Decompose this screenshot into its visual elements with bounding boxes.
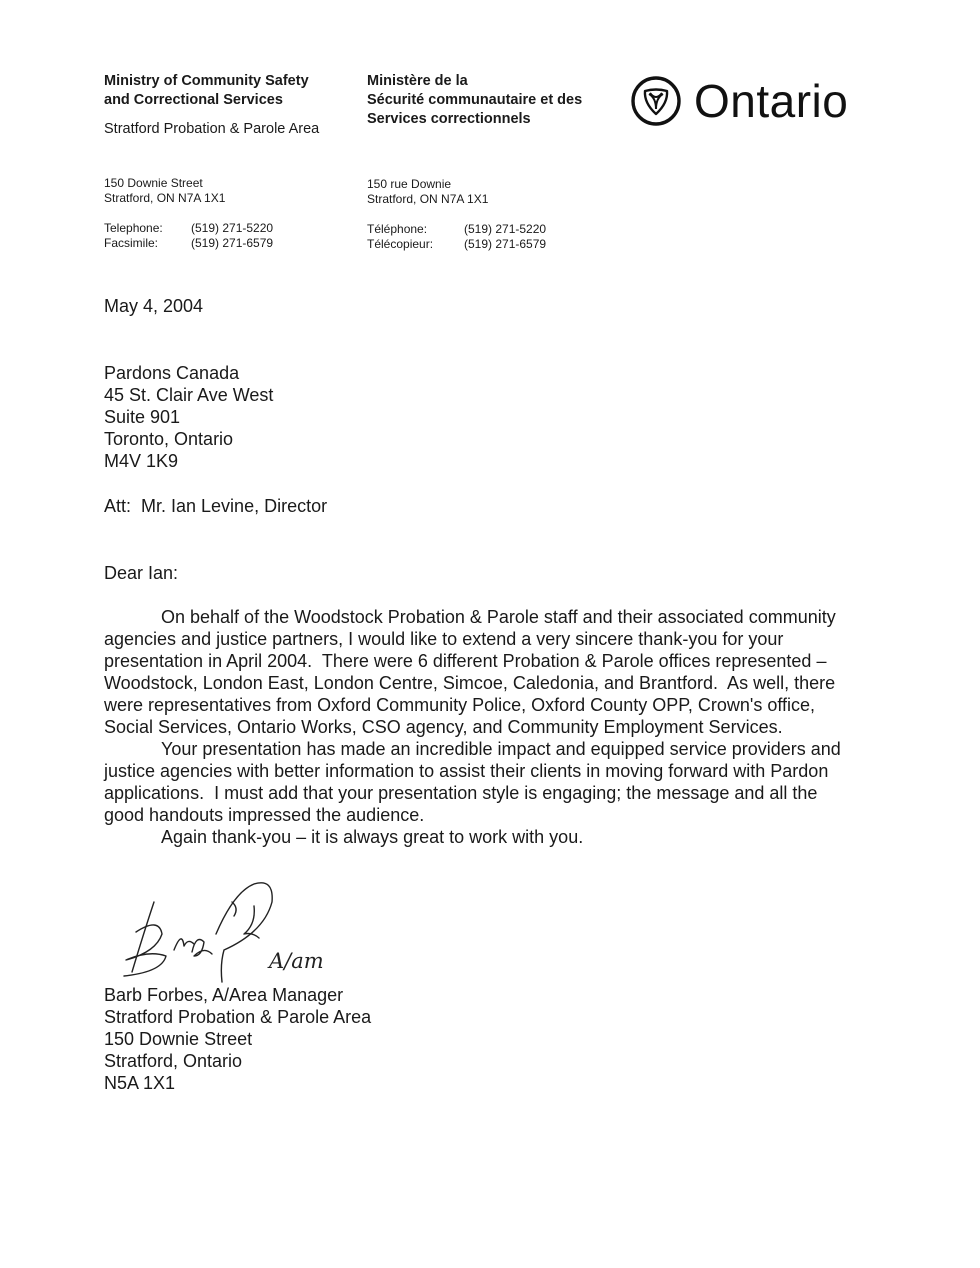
phone-row-en [104,221,273,236]
ministry-name-fr-line1: Ministère de la [367,73,468,89]
recipient-line4: Toronto, Ontario [104,429,234,449]
body-paragraph-2: Your presentation has made an incredible impact and equipped service providers and justice agencies with better information to assist their clients in moving forward with Pardon applications. I must add that your presentation style is engaging; the message and all the good handouts impressed the audience. [104,739,846,825]
letter-date: May 4, 2004 [104,296,204,316]
ontario-logo [630,74,848,128]
area-name-en: Stratford Probation & Parole Area [104,121,320,137]
recipient-line1: Pardons Canada [104,363,240,383]
phone-label-en: Telephone: [104,221,163,235]
address-fr [367,177,488,207]
fax-value-fr: (519) 271-6579 [464,237,547,251]
address-fr-line1: 150 rue Downie [367,177,452,191]
fax-label-en: Facsimile: [104,236,159,250]
ministry-name-en-line1: Ministry of Community Safety [104,73,309,89]
recipient-address [104,362,273,472]
fax-label-fr: Télécopieur: [367,237,434,251]
letterhead-english [104,72,319,139]
body-paragraph-1: On behalf of the Woodstock Probation & Parole staff and their associated community agencies and justice partners, I would like to extend a very sincere thank-you for your presentation in April 2004. There were 6 different Probation & Parole offices represented – Woodstock, London East, London Centre, Simcoe, Caledonia, and Brantford. As well, there were representatives from Oxford Community Police, Oxford County OPP, Crown's office, Social Services, Ontario Works, CSO agency, and Community Employment Services. [104,607,841,737]
phone-value-fr: (519) 271-5220 [464,222,547,236]
signoff-street: 150 Downie Street [104,1029,253,1049]
phone-row-fr [367,222,546,237]
letterhead-french [367,72,582,129]
ministry-name-fr-line3: Services correctionnels [367,111,531,127]
address-en-line1: 150 Downie Street [104,176,203,190]
contact-en [104,221,273,251]
address-fr-line2: Stratford, ON N7A 1X1 [367,192,489,206]
salutation: Dear Ian: [104,563,179,583]
phone-label-fr: Téléphone: [367,222,428,236]
recipient-line2: 45 St. Clair Ave West [104,385,274,405]
signoff-postal: N5A 1X1 [104,1073,176,1093]
ministry-name-en-line2: and Correctional Services [104,92,283,108]
signoff-office: Stratford Probation & Parole Area [104,1007,372,1027]
signoff-name: Barb Forbes, A/Area Manager [104,985,344,1005]
signature-annotation: A/am [269,949,324,973]
ontario-wordmark: Ontario [694,75,849,127]
trillium-icon [630,75,682,127]
attention-line: Att: Mr. Ian Levine, Director [104,496,328,516]
fax-row-en [104,236,273,251]
ministry-name-fr-line2: Sécurité communautaire et des [367,92,583,108]
address-en-line2: Stratford, ON N7A 1X1 [104,191,226,205]
recipient-line3: Suite 901 [104,407,181,427]
body-paragraph-3: Again thank-you – it is always great to work with you. [161,827,584,847]
phone-value-en: (519) 271-5220 [191,221,274,235]
address-en [104,176,225,206]
signoff-city: Stratford, Ontario [104,1051,243,1071]
letter-body [104,606,856,848]
signoff-block [104,984,371,1094]
contact-fr [367,222,546,252]
recipient-line5: M4V 1K9 [104,451,179,471]
handwritten-signature [104,872,364,992]
fax-value-en: (519) 271-6579 [191,236,274,250]
fax-row-fr [367,237,546,252]
